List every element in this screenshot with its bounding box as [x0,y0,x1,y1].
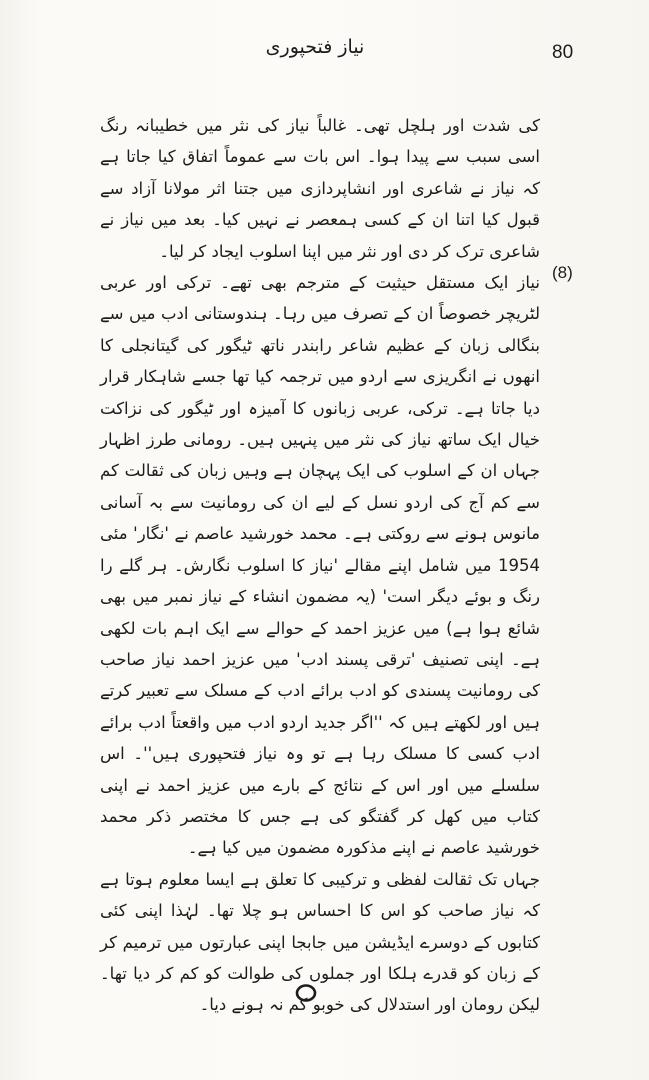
section-number: (8) [552,263,573,282]
paragraph-continuation: کی شدت اور ہلچل تھی۔ غالباً نیاز کی نثر میں خطیبانہ رنگ اسی سبب سے پیدا ہوا۔ اس بات سے عموماً اتفاق کیا جاتا ہے کہ نیاز نے شاعری اور انشاپردازی میں جتنا اثر مولانا آزاد سے قبول کیا اتنا ان کے کسی ہمعصر نے نہیں کیا۔ بعد میں نیاز نے شاعری ترک کر دی اور نثر میں اپنا اسلوب ایجاد کر لیا۔ [100,116,540,261]
running-header-title: نیاز فتحپوری [265,36,365,58]
body-text [100,110,540,1021]
page-end-ornament-icon [294,983,318,1003]
page-number: 80 [552,42,574,63]
paragraph-section-8: نیاز ایک مستقل حیثیت کے مترجم بھی تھے۔ ترکی اور عربی لٹریچر خصوصاً ان کے تصرف میں رہا۔ ہندوستانی ادب میں سے بنگالی زبان کے عظیم شاعر رابندر ناتھ ٹیگور کی گیتانجلی کا انھوں نے انگریزی سے اردو میں ترجمہ کیا تھا جسے شاہکار قرار دیا جاتا ہے۔ ترکی، عربی زبانوں کا آمیزہ اور ٹیگور کی نزاکت خیال ایک ساتھ نیاز کی نثر میں پنہیں ہیں۔ رومانی طرز اظہار جہاں ان کے اسلوب کی ایک پہچان ہے وہیں زبان کی ثقالت کم سے کم آج کی اردو نسل کے لیے ان کی رومانیت سے بہ آسانی مانوس ہونے سے روکتی ہے۔ محمد خورشید عاصم نے 'نگار' مئی 1954 میں شامل اپنے مقالے 'نیاز کا اسلوب نگارش۔ ہر گلے را رنگ و بوئے دیگر است' (یہ مضمون انشاء کے نیاز نمبر میں بھی شائع ہوا ہے) میں عزیز احمد کے حوالے سے ایک اہم بات لکھی ہے۔ اپنی تصنیف 'ترقی پسند ادب' میں عزیز احمد نیاز صاحب کی رومانیت پسندی کو ادب برائے ادب کے مسلک سے تعبیر کرتے ہیں اور لکھتے ہیں کہ ''اگر جدید اردو ادب میں واقعتاً ادب برائے ادب کسی کا مسلک رہا ہے تو وہ نیاز فتحپوری ہیں''۔ اس سلسلے میں اور اس کے نتائج کے بارے میں عزیز احمد نے اپنی کتاب میں کھل کر گفتگو کی ہے جس کا مختصر ذکر محمد خورشید عاصم نے اپنے مذکورہ مضمون میں کیا ہے۔ [100,273,540,858]
paragraph-closing: جہاں تک ثقالت لفظی و ترکیبی کا تعلق ہے ایسا معلوم ہوتا ہے کہ نیاز صاحب کو اس کا احساس ہو چلا تھا۔ لہٰذا اپنی کئی کتابوں کے دوسرے ایڈیشن میں جابجا اپنی عبارتوں میں ترمیم کر کے زبان کو قدرے ہلکا اور جملوں کی طوالت کو کم کر دیا تھا۔ لیکن رومان اور استدلال کی خوبو کم نہ ہونے دیا۔ [100,869,540,1015]
